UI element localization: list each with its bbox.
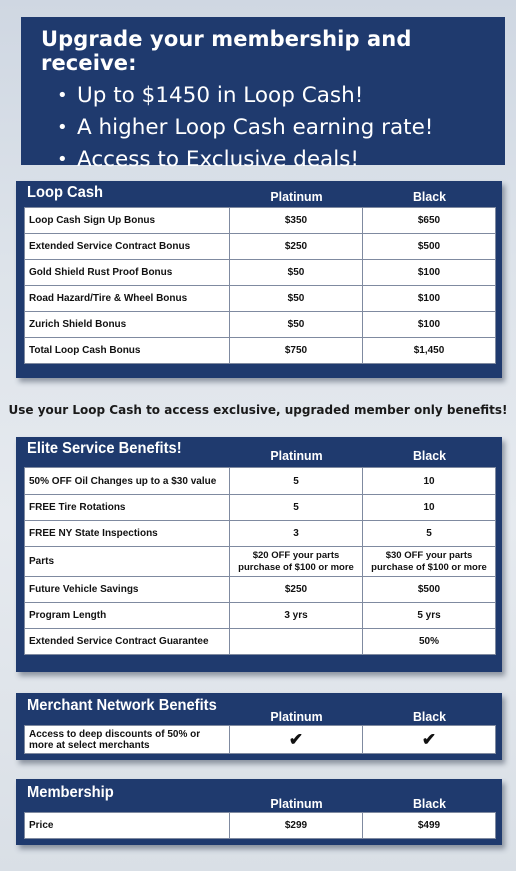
black-value: 10 [363, 495, 496, 521]
table-row [25, 603, 496, 629]
row-label: Extended Service Contract Guarantee [25, 629, 230, 655]
table-row [25, 813, 496, 839]
row-label: FREE Tire Rotations [25, 495, 230, 521]
platinum-value: $350 [230, 208, 363, 234]
platinum-value: $20 OFF your parts purchase of $100 or more [230, 547, 363, 577]
table-row [25, 495, 496, 521]
panel-title: Merchant Network Benefits [27, 697, 217, 714]
merchant-network-panel [16, 693, 502, 760]
platinum-value: 5 [230, 495, 363, 521]
column-header-platinum: Platinum [270, 709, 323, 724]
platinum-value [230, 629, 363, 655]
merchant-table [24, 725, 496, 754]
hero-bullet: • A higher Loop Cash earning rate! [59, 112, 505, 144]
black-value: $500 [363, 577, 496, 603]
column-header-black: Black [413, 448, 446, 463]
platinum-value: $50 [230, 286, 363, 312]
column-header-black: Black [413, 796, 446, 811]
loop-cash-table [24, 207, 496, 364]
table-row [25, 468, 496, 495]
table-row [25, 234, 496, 260]
loop-cash-note: Use your Loop Cash to access exclusive, upgraded member only benefits! [8, 403, 508, 417]
hero-bullet: • Up to $1450 in Loop Cash! [59, 80, 505, 112]
check-icon: ✔ [230, 726, 363, 754]
row-label: FREE NY State Inspections [25, 521, 230, 547]
platinum-value: 3 [230, 521, 363, 547]
platinum-value: $250 [230, 234, 363, 260]
black-value: $100 [363, 286, 496, 312]
column-header-platinum: Platinum [270, 796, 323, 811]
check-icon: ✔ [363, 726, 496, 754]
row-label: Future Vehicle Savings [25, 577, 230, 603]
hero-banner [21, 17, 505, 172]
hero-bullet-list [41, 80, 505, 176]
row-label: Extended Service Contract Bonus [25, 234, 230, 260]
black-value: $650 [363, 208, 496, 234]
black-value: $500 [363, 234, 496, 260]
panel-header [16, 437, 502, 467]
table-row [25, 629, 496, 655]
membership-table [24, 812, 496, 839]
black-value: 5 [363, 521, 496, 547]
platinum-value: $50 [230, 312, 363, 338]
loop-cash-panel [16, 181, 502, 378]
platinum-value: 5 [230, 468, 363, 495]
panel-header [16, 693, 502, 725]
row-label: Gold Shield Rust Proof Bonus [25, 260, 230, 286]
platinum-value: $250 [230, 577, 363, 603]
row-label: Parts [25, 547, 230, 577]
platinum-price: $299 [230, 813, 363, 839]
table-row [25, 338, 496, 364]
row-label: Loop Cash Sign Up Bonus [25, 208, 230, 234]
table-row [25, 260, 496, 286]
black-value: 5 yrs [363, 603, 496, 629]
row-label: Road Hazard/Tire & Wheel Bonus [25, 286, 230, 312]
column-header-platinum: Platinum [270, 448, 323, 463]
platinum-value: $750 [230, 338, 363, 364]
row-label: 50% OFF Oil Changes up to a $30 value [25, 468, 230, 495]
table-row [25, 577, 496, 603]
black-value: $100 [363, 312, 496, 338]
black-value: 50% [363, 629, 496, 655]
hero-heading: Upgrade your membership and receive: [41, 27, 412, 75]
row-label: Price [25, 813, 230, 839]
platinum-value: 3 yrs [230, 603, 363, 629]
black-value: $100 [363, 260, 496, 286]
column-header-black: Black [413, 189, 446, 204]
row-label: Zurich Shield Bonus [25, 312, 230, 338]
black-value: $30 OFF your parts purchase of $100 or more [363, 547, 496, 577]
table-row [25, 286, 496, 312]
table-row [25, 312, 496, 338]
elite-service-panel [16, 437, 502, 672]
row-label: Access to deep discounts of 50% or more at select merchants [25, 726, 230, 754]
row-label: Program Length [25, 603, 230, 629]
panel-title: Membership [27, 784, 114, 801]
elite-service-table [24, 467, 496, 655]
hero-bullet: • Access to Exclusive deals! [59, 144, 505, 176]
table-row [25, 521, 496, 547]
column-header-platinum: Platinum [270, 189, 323, 204]
table-row [25, 726, 496, 754]
black-value: $1,450 [363, 338, 496, 364]
row-label: Total Loop Cash Bonus [25, 338, 230, 364]
panel-header [16, 181, 502, 207]
column-header-black: Black [413, 709, 446, 724]
platinum-value: $50 [230, 260, 363, 286]
table-row [25, 208, 496, 234]
panel-title: Elite Service Benefits! [27, 440, 182, 457]
black-price: $499 [363, 813, 496, 839]
panel-title: Loop Cash [27, 184, 104, 201]
membership-panel [16, 779, 502, 845]
table-row [25, 547, 496, 577]
panel-header [16, 779, 502, 812]
black-value: 10 [363, 468, 496, 495]
